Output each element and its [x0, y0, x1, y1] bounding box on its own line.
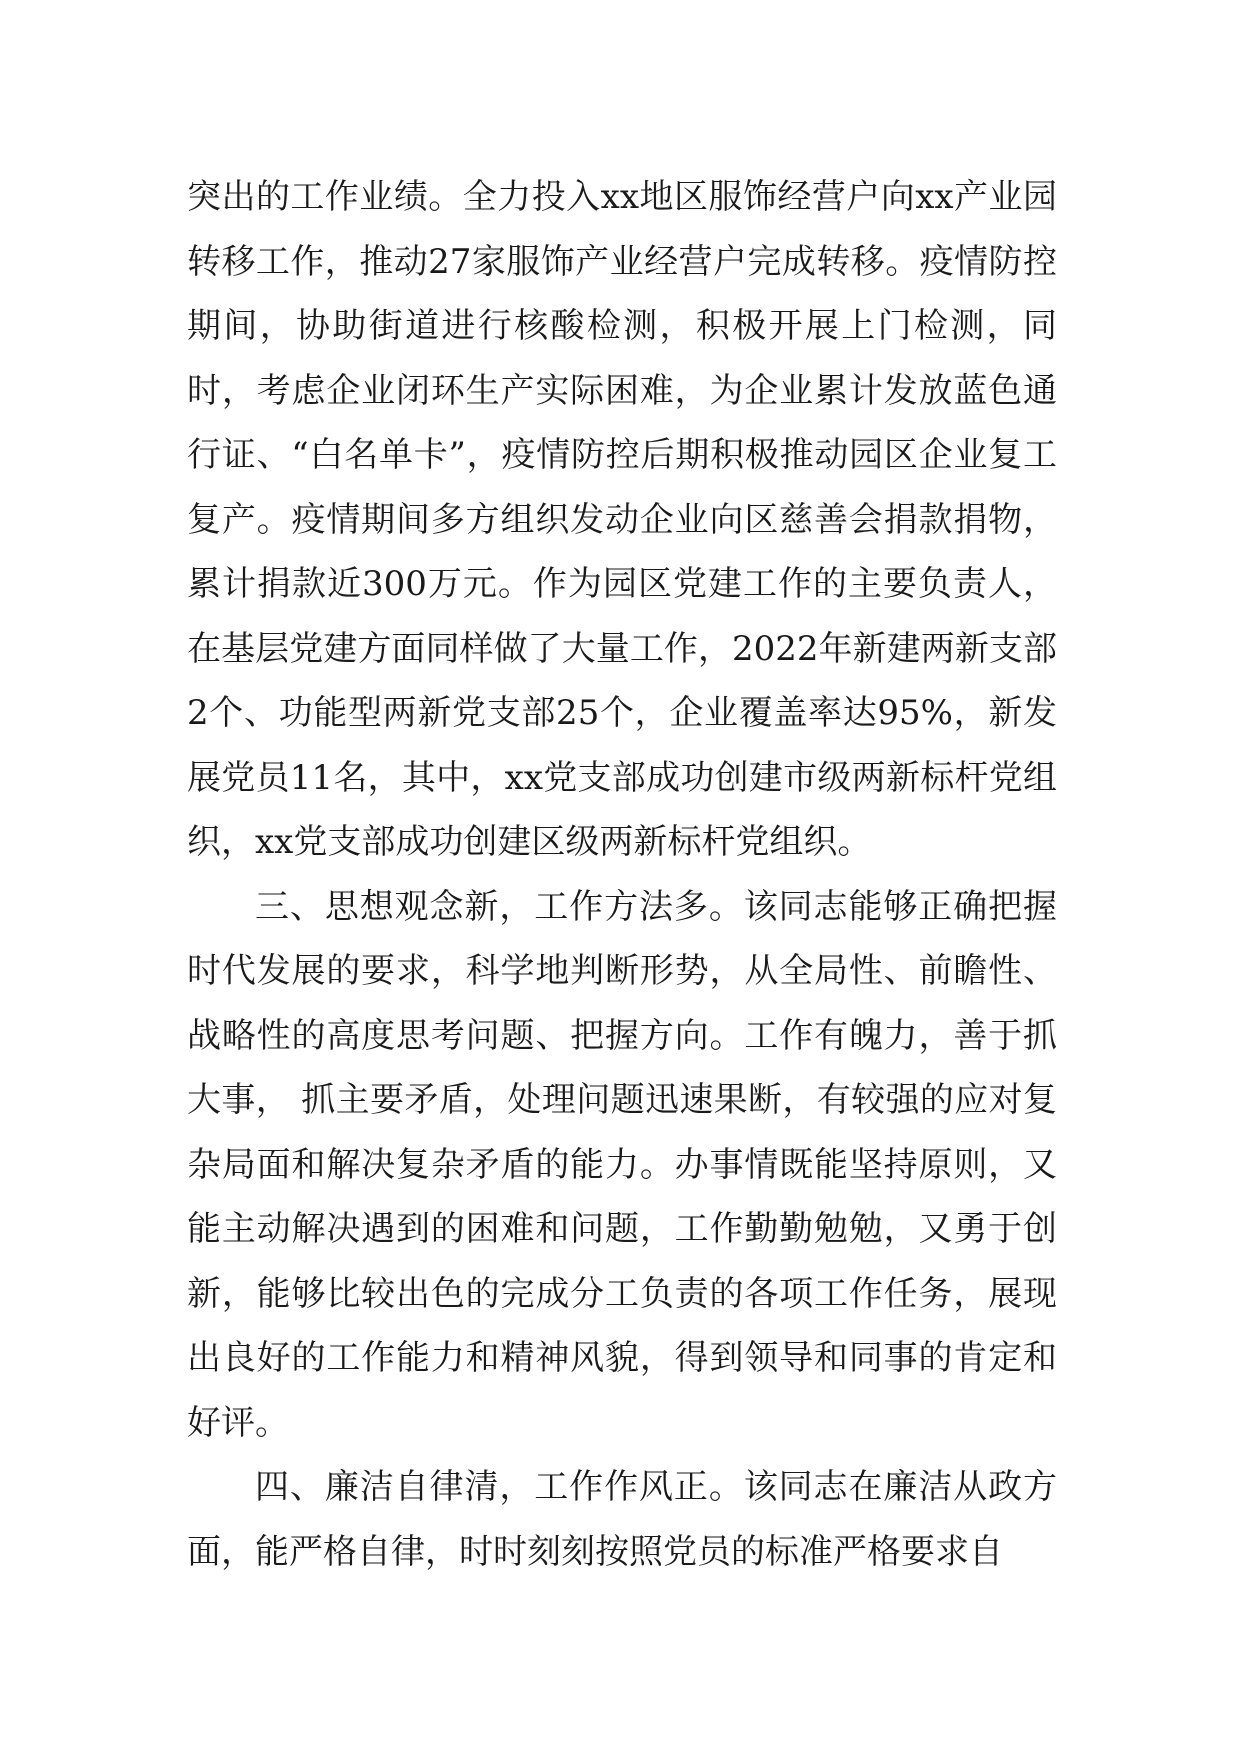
paragraph-section-three: 三、思想观念新，工作方法多。该同志能够正确把握时代发展的要求，科学地判断形势，从全局性、前瞻性、战略性的高度思考问题、把握方向。工作有魄力，善于抓大事， 抓主要矛盾，处理问题迅速果断，有较强的应对复杂局面和解决复杂矛盾的能力。办事情既能坚持原则，又能主动解决遇到的困难和问题，工作勤勤勉勉，又勇于创新，能够比较出色的完成分工负责的各项工作任务，展现出良好的工作能力和精神风貌，得到领导和同事的肯定和好评。 — [187, 886, 1057, 1443]
paragraph-achievements: 突出的工作业绩。全力投入xx地区服饰经营户向xx产业园转移工作，推动27家服饰产业经营户完成转移。疫情防控期间，协助街道进行核酸检测，积极开展上门检测，同时，考虑企业闭环生产实际困难，为企业累计发放蓝色通行证、“白名单卡”，疫情防控后期积极推动园区企业复工复产。疫情期间多方组织发动企业向区慈善会捐款捐物，累计捐款近300万元。作为园区党建工作的主要负责人，在基层党建方面同样做了大量工作，2022年新建两新支部2个、功能型两新党支部25个，企业覆盖率达95%，新发展党员11名，其中，xx党支部成功创建市级两新标杆党组织，xx党支部成功创建区级两新标杆党组织。 — [187, 177, 1057, 862]
paragraph-section-four: 四、廉洁自律清，工作作风正。该同志在廉洁从政方面，能严格自律，时时刻刻按照党员的标准严格要求自 — [187, 1467, 1057, 1572]
document-body — [187, 165, 1057, 1584]
